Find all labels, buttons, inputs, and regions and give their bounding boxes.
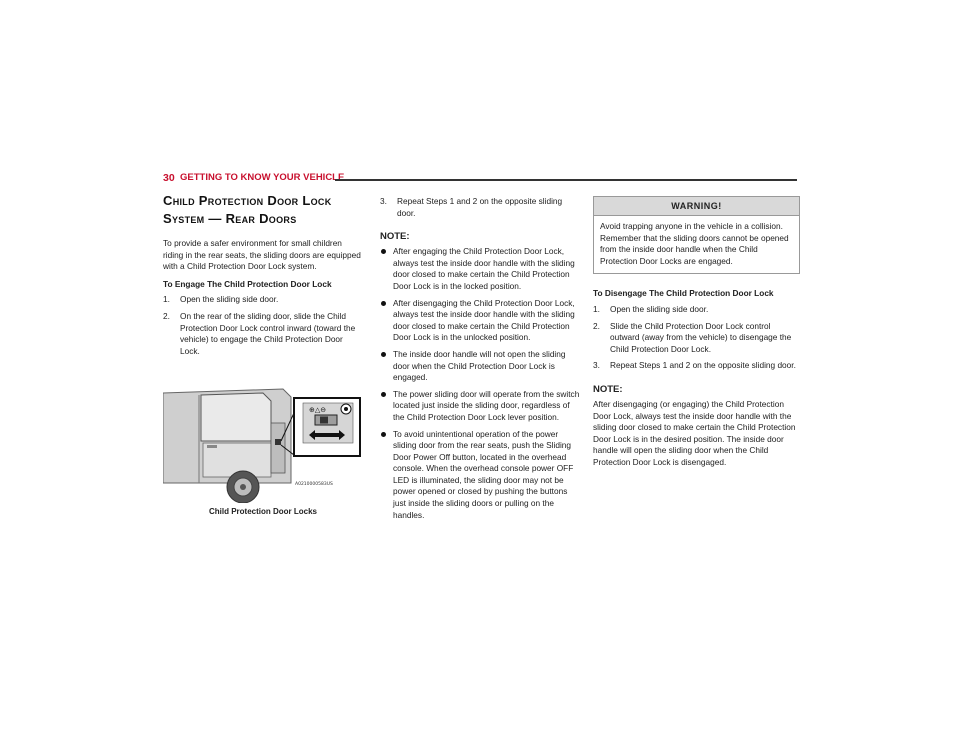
step-number: 1. [593,303,600,314]
svg-text:⊕△⊖: ⊕△⊖ [309,406,327,415]
note-bullet [380,389,580,424]
door-lock-figure [163,383,363,503]
disengage-step [593,360,798,372]
bullet-icon [380,389,393,424]
disengage-step [593,321,798,356]
engage-step [163,294,363,306]
step-text: Repeat Steps 1 and 2 on the opposite sliding door. [397,196,563,218]
disengage-step [593,304,798,316]
note-bullet [380,298,580,344]
heading-line-1: Child Protection Door Lock [163,193,332,208]
step-text: Repeat Steps 1 and 2 on the opposite sliding door. [610,360,796,371]
step-number: 2. [593,320,600,331]
step-number: 3. [380,196,387,206]
bullet-icon [380,246,393,292]
figure-caption: Child Protection Door Locks [208,507,317,517]
step-text: Open the sliding side door. [610,303,709,314]
step-number: 1. [163,294,170,305]
note-paragraph: After disengaging (or engaging) the Child Protection Door Lock, always test the inside door handle with the sliding door closed to make certain the Child Protection Door Lock is in the desired position. The inside door handle will open the sliding door when the Child Protection Door Lock is disengaged. [593,398,796,467]
note-label: NOTE: [593,383,623,395]
bullet-icon [380,349,393,384]
note-bullet [380,349,580,384]
page-number: 30 [163,172,175,184]
engage-heading: To Engage The Child Protection Door Lock [163,278,332,289]
engage-step [163,311,363,357]
note-bullet [380,246,580,292]
header-rule [335,179,797,181]
note-bullet [380,429,580,522]
heading-line-2: System — Rear Doors [163,211,297,226]
door-lock-illustration [163,383,363,503]
middle-column [380,196,580,526]
section-title: GETTING TO KNOW YOUR VEHICLE [180,172,345,183]
bullet-text: After engaging the Child Protection Door Lock, always test the inside door handle with the sliding door closed to make certain the Child Protection Door Lock is in the locked position. [393,246,575,291]
left-column [163,192,363,516]
step-number: 2. [163,310,170,321]
step-number: 3. [593,360,600,371]
note-label: NOTE: [380,231,410,243]
figure-code: A0210000583US [295,482,333,488]
bullet-icon [380,298,393,344]
warning-title: WARNING! [594,197,799,216]
bullet-text: The inside door handle will not open the sliding door when the Child Protection Door Lock is engaged. [393,348,566,383]
step-text: On the rear of the sliding door, slide the Child Protection Door Lock control inward (toward the vehicle) to engage the Child Protection Door Lock. [180,310,356,356]
step-text: Open the sliding side door. [180,294,279,305]
disengage-heading: To Disengage The Child Protection Door Lock [593,288,774,299]
section-heading [163,192,363,228]
right-column [593,196,798,475]
intro-paragraph: To provide a safer environment for small children riding in the rear seats, the sliding doors are equipped with a Child Protection Door Lock system. [163,238,361,272]
bullet-text: The power sliding door will operate from the switch located just inside the sliding door, regardless of the Child Protection Door Lock lever position. [393,388,580,422]
step-text: Slide the Child Protection Door Lock control outward (away from the vehicle) to disengage the Child Protection Door Lock. [610,320,792,354]
bullet-text: To avoid unintentional operation of the power sliding door from the rear seats, push the Sliding Door Power Off button, located in the overhead console. When the overhead console power OFF LED is illuminated, the sliding door may not be power opened or closed by pushing the buttons just inside the sliding doors or pulling on the handles. [393,428,574,520]
bullet-text: After disengaging the Child Protection Door Lock, always test the inside door handle with the sliding door closed to make certain the Child Protection Door Lock is in the unlocked position. [393,297,575,343]
warning-text: Avoid trapping anyone in the vehicle in a collision. Remember that the sliding doors cannot be opened from the inside door handle when the Child Protection Door Locks are engaged. [600,221,789,266]
page-header [163,172,797,186]
engage-step [380,196,580,219]
warning-box [593,196,800,274]
bullet-icon [380,429,393,522]
